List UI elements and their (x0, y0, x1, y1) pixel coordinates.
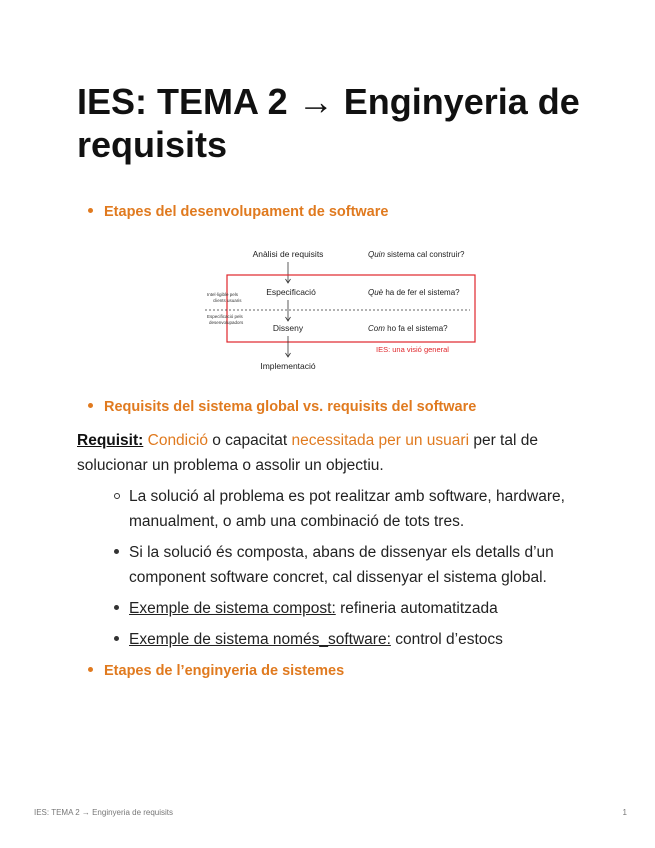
list-item (114, 627, 584, 652)
stage-impl: Implementació (260, 361, 316, 371)
definition-term: Requisit: (77, 432, 144, 449)
bullet-dot (88, 403, 93, 408)
list-item (114, 484, 584, 534)
stage-design: Disseny (272, 323, 304, 333)
definition-word-condition: Condició (147, 432, 208, 449)
list-item (114, 596, 584, 621)
bullet-dot (88, 667, 93, 672)
side-label-devs: Especificació pels (207, 314, 243, 319)
definition-text: o capacitat (207, 432, 292, 449)
bullet-icon (114, 549, 119, 554)
diagram-caption: IES: una visió general (376, 345, 449, 354)
page-title: IES: TEMA 2 → Enginyeria de requisits (77, 81, 580, 165)
requirement-definition (77, 428, 577, 478)
example-value: refineria automatitzada (335, 600, 498, 617)
list-item-text (129, 627, 584, 652)
stage-analysis: Anàlisi de requisits (252, 249, 324, 259)
section-label: Requisits del sistema global vs. requisits del software (104, 399, 477, 415)
side-label-users-2: clients usuaris (213, 298, 242, 303)
footer-title: IES: TEMA 2 → Enginyeria de requisits (34, 808, 174, 817)
section-bullet-stages (88, 204, 388, 220)
definition-text: per tal de solucionar un problema o assolir un objectiu. (77, 432, 538, 474)
section-label: Etapes del desenvolupament de software (104, 204, 389, 220)
example-value: control d’estocs (390, 631, 503, 648)
side-label-devs-2: desenvolupadors (209, 320, 244, 325)
example-label: Exemple de sistema compost: (129, 600, 336, 617)
bullet-dot (88, 208, 93, 213)
definition-word-user-need: necessitada per un usuari (291, 432, 470, 449)
hollow-bullet-icon (114, 493, 120, 499)
list-item-text: La solució al problema es pot realitzar amb software, hardware, manualment, o amb una combinació de tots tres. (129, 488, 565, 530)
section-label: Etapes de l’enginyeria de sistemes (104, 663, 345, 679)
section-bullet-requirements (88, 399, 476, 415)
stage-spec: Especificació (266, 287, 316, 297)
list-item (114, 540, 584, 590)
bullet-icon (114, 636, 119, 641)
question-what: Què ha de fer el sistema? (368, 288, 460, 297)
example-label: Exemple de sistema només_software: (129, 631, 391, 648)
list-item-text (129, 596, 584, 621)
bullet-icon (114, 605, 119, 610)
list-item-text: Si la solució és composta, abans de dissenyar els detalls d’un component software concret, cal dissenyar el sistema global. (129, 544, 554, 586)
question-which: Quin sistema cal construir? (368, 250, 465, 259)
stages-diagram (195, 240, 495, 375)
page-number: 1 (622, 808, 627, 817)
section-bullet-systems (88, 663, 344, 679)
question-how: Com ho fa el sistema? (368, 324, 448, 333)
side-label-users: Intel·ligible pels (207, 292, 239, 297)
